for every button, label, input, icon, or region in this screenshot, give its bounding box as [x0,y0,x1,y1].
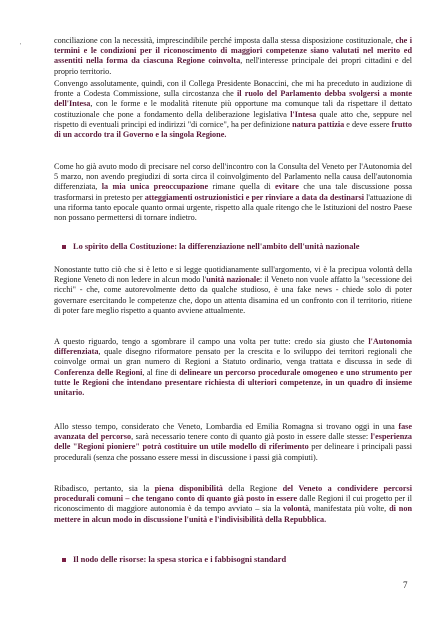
paragraph [54,36,412,77]
paragraph [54,337,412,398]
body-text: rimane quella di [208,182,275,192]
body-text: della Regione [222,484,283,493]
emphasis-text: delineare un percorso procedurale omogeneo e uno strumento per tutte le Regioni che intendano presentare richiesta di ulteriori competenze, in un quadro di insieme unitario. [54,367,412,398]
emphasis-text: Conferenza delle Regioni [54,367,143,377]
body-text: l'attuazione di una riforma tanto epocale quanto ormai urgente, rispetto alla quale ritengo che le Istituzioni del nostro Paese non possano permettersi di tornare indietro. [54,192,413,223]
page-number: 7 [403,580,408,590]
emphasis-text: piena disponibilità [154,484,223,493]
body-text: A questo riguardo, tengo a sgombrare il campo una volta per tutte: credo sia giusto che [54,337,369,346]
emphasis-text: il ruolo del Parlamento debba svolgersi a monte dell'Intesa [54,89,412,109]
body-text: quale atto che, seppure nel rispetto di eventuali principi ed indirizzi "di cornice", ha per definizione [54,109,412,129]
body-text: , con le forme e le modalità ritenute più opportune ma comunque tali da rispettare il dettato costituzionale che pone a fondamento della deliberazione legislativa [54,99,412,119]
emphasis-text: evitare [274,182,299,192]
paragraph [54,265,412,316]
body-text: conciliazione con la necessità, imprescindibile perché imposta dalla stessa disposizione costituzionale, [54,36,396,45]
body-text: Convengo assolutamente, quindi, con il Collega Presidente Bonaccini, che mi ha preceduto in audizione di fronte a Codesta Commissione, sulla circostanza che [54,79,412,99]
emphasis-text: l'Intesa [290,109,317,119]
body-text: , manifestata più volte, [308,504,390,514]
paragraph [54,422,412,463]
section-heading [62,555,286,564]
emphasis-text: unità nazionale [206,275,260,285]
section-heading [62,242,359,251]
emphasis-text: atteggiamenti ostruzionistici e per rinviare a data da destinarsi [144,192,365,202]
emphasis-text: l'Autonomia differenziata [54,337,412,357]
body-text: e deve essere [344,119,392,129]
section-heading-text: Il nodo delle risorse: la spesa storica e i fabbisogni standard [73,555,287,564]
paragraph [54,79,412,140]
bullet-icon [62,245,66,249]
emphasis-text: del Veneto a condividere percorsi procedurali comuni – che tengano conto di quanto già posto in essere [54,484,412,504]
emphasis-text: la mia unica preoccupazione [101,182,209,192]
margin-mark: ' [20,42,22,50]
body-text: : il Veneto non vuole affatto la "secessione dei ricchi" - che, come autorevolmente detto da qualche studioso, è una fake news - chiede solo di poter governare esercitando le competenze che, dopo un attenta disamina ed un confronto con il territorio, ritiene di poter fare meglio rispetto a quanto avviene attualmente. [54,275,412,315]
body-text: , quale disegno riformatore pensato per la crescita e lo sviluppo dei territori regionali che coinvolge ormai un gran numero di Regioni a Statuto ordinario, venga trattata e discussa in sede di [54,347,412,367]
emphasis-text: natura pattizia [292,119,345,129]
emphasis-text: di non mettere in alcun modo in discussione l'unità e l'indivisibilità della Repubblica. [54,504,412,524]
emphasis-text: volontà [282,504,309,514]
body-text: Ribadisco, pertanto, sia la [54,484,155,493]
body-text: che una tale discussione possa trasformarsi in pretesto per [54,182,413,202]
bullet-icon [62,558,66,562]
section-heading-text: Lo spirito della Costituzione: la differenziazione nell'ambito dell'unità nazionale [73,242,360,251]
body-text: Come ho già avuto modo di precisare nel corso dell'incontro con la Consulta del Veneto per l'Autonomia del 5 marzo, non avendo pregiudizi di sorta circa il coinvolgimento del Parlamento nella causa dell'autonomia differenziata, [54,162,412,192]
emphasis-text: l'esperienza delle "Regioni pioniere" potrà costituire un utile modello di riferimento [54,432,412,452]
body-text: dalle Regioni il cui progetto per il riconoscimento di maggiore autonomia è da tempo avviato – sia la [54,494,412,514]
body-text: , al fine di [142,367,180,377]
body-text: , sarà necessario tenere conto di quanto già posto in essere dalle stesse: [131,432,371,442]
body-text: Nonostante tutto ciò che si è letto e si legge quotidianamente sull'argomento, vi è la precipua volontà della Regione Veneto di non ledere in alcun modo l' [54,265,412,285]
body-text: , nell'interesse principale dei propri cittadini e del proprio territorio. [54,56,413,76]
body-text: Allo stesso tempo, considerato che Veneto, Lombardia ed Emilia Romagna si trovano oggi in una [54,422,399,431]
emphasis-text: fase avanzata del percorso [54,422,412,442]
paragraph [54,484,412,525]
body-text: per delineare i principali passi procedurali (senza che possano essere messi in discussione i passi già compiuti). [54,442,412,462]
paragraph [54,162,412,223]
emphasis-text: che i termini e le condizioni per il riconoscimento di maggiori competenze siano valutati nel merito ed assentiti nella forma da ciascuna Regione coinvolta [54,36,412,66]
emphasis-text: frutto di un accordo tra il Governo e la singola Regione. [54,119,412,140]
